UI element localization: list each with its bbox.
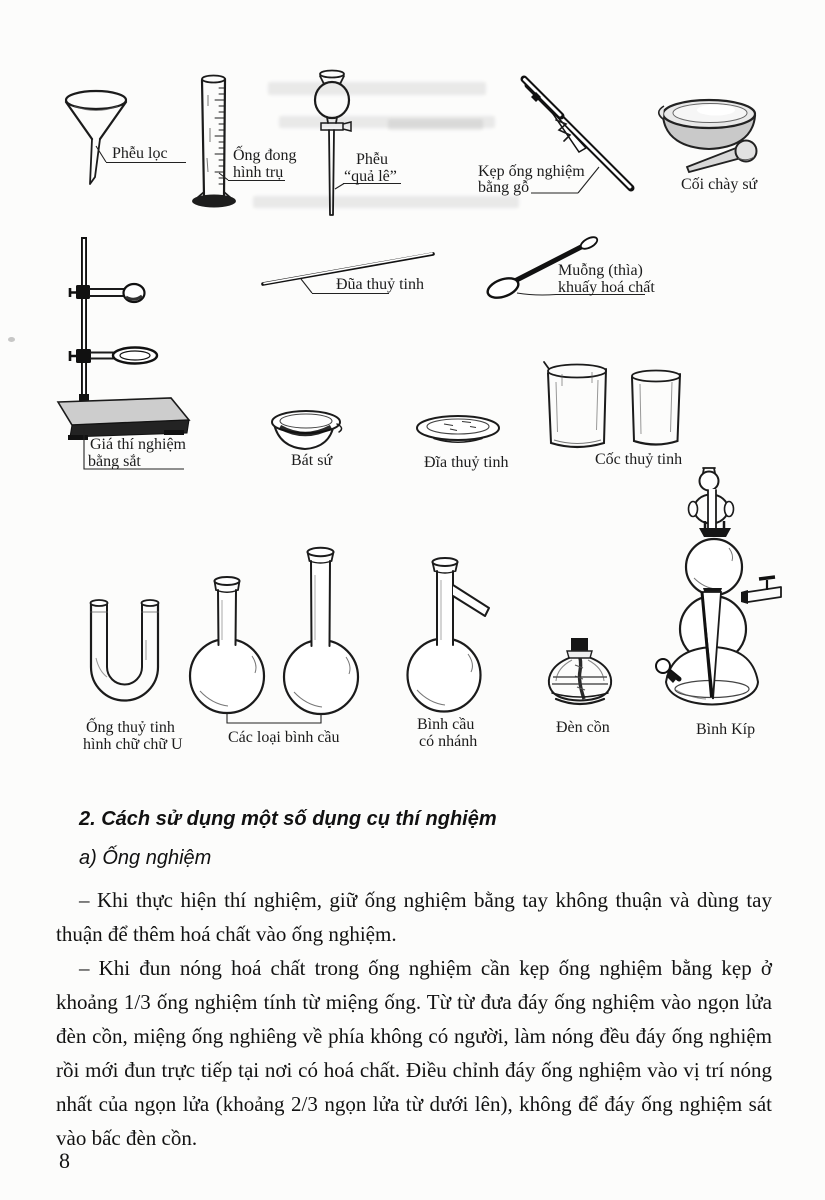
paragraph-test-tube-heat: – Khi đun nóng hoá chất trong ống nghiệm cần kẹp ống nghiệm bằng kẹp ở khoảng 1/3 ống nghiệm tính từ miệng ống. Từ từ đưa đáy ống nghiệm vào ngọn lửa đèn cồn, miệng ống nghiêng về phía không có người, làm nóng đều đáy ống nghiệm rồi mới đun trực tiếp tại nơi có hoá chất. Điều chỉnh đáy ống nghiệm vào vị trí nóng nhất của ngọn lửa (khoảng 2/3 ngọn lửa từ dưới lên), không để đáy ống nghiệm sát vào bấc đèn cồn. [56, 956, 772, 1150]
kipp-apparatus-drawing [656, 468, 781, 738]
iron-stand-label: Giá thí nghiệm [90, 436, 186, 453]
graduated-cylinder-drawing [192, 76, 297, 208]
glass-rod-label: Đũa thuỷ tinh [336, 276, 424, 293]
wooden-clamp-label: Kẹp ống nghiệm [478, 163, 585, 180]
wooden-clamp-drawing [478, 79, 631, 196]
u-tube-drawing [83, 600, 183, 753]
alcohol-lamp-label: Đèn cồn [556, 719, 610, 736]
alcohol-lamp-drawing [549, 638, 611, 736]
branched-flask-label: Bình cầu [417, 716, 475, 733]
filter-funnel-drawing [66, 91, 186, 184]
stirring-spoon-drawing [485, 235, 655, 302]
subsection-heading: a) Ống nghiệm [79, 847, 212, 869]
pear-funnel-label: “quả lê” [344, 168, 397, 185]
porcelain-bowl-drawing [272, 411, 342, 469]
section-heading: 2. Cách sử dụng một số dụng cụ thí nghiệm [79, 808, 497, 830]
glass-beakers-drawing [544, 362, 682, 468]
glass-rod-drawing [263, 253, 433, 293]
mortar-pestle-label: Cối chày sứ [681, 176, 758, 193]
glass-beakers-label: Cốc thuỷ tinh [595, 451, 683, 468]
stirring-spoon-label: Muỗng (thìa) [558, 262, 643, 279]
u-tube-label: Ống thuỷ tinh [86, 719, 175, 736]
pear-funnel-drawing [315, 71, 401, 216]
porcelain-bowl-label: Bát sứ [291, 452, 333, 469]
glass-dish-drawing [417, 416, 508, 471]
graduated-cylinder-label: Ống đong [233, 147, 297, 164]
glass-dish-label: Đĩa thuỷ tinh [424, 454, 509, 471]
wooden-clamp-label: bằng gỗ [478, 179, 530, 196]
iron-stand-label: bằng sắt [88, 453, 141, 470]
paragraph-test-tube-hold: – Khi thực hiện thí nghiệm, giữ ống nghiệm bằng tay không thuận và dùng tay thuận để thêm hoá chất vào ống nghiệm. [56, 888, 772, 946]
mortar-pestle-drawing [659, 100, 759, 193]
filter-funnel-label: Phễu lọc [112, 145, 168, 162]
graduated-cylinder-label: hình trụ [233, 164, 284, 181]
branched-flask-drawing [408, 558, 490, 750]
branched-flask-label: có nhánh [419, 733, 478, 750]
u-tube-label: hình chữ chữ U [83, 736, 183, 753]
pear-funnel-label: Phễu [356, 151, 388, 168]
stirring-spoon-label: khuấy hoá chất [558, 279, 655, 296]
text-column [56, 806, 772, 1155]
iron-stand-drawing [58, 238, 189, 470]
round-flasks-label: Các loại bình cầu [228, 729, 340, 746]
kipp-apparatus-label: Bình Kíp [696, 721, 756, 738]
page-number: 8 [59, 1148, 70, 1173]
round-flasks-drawing [190, 548, 358, 746]
